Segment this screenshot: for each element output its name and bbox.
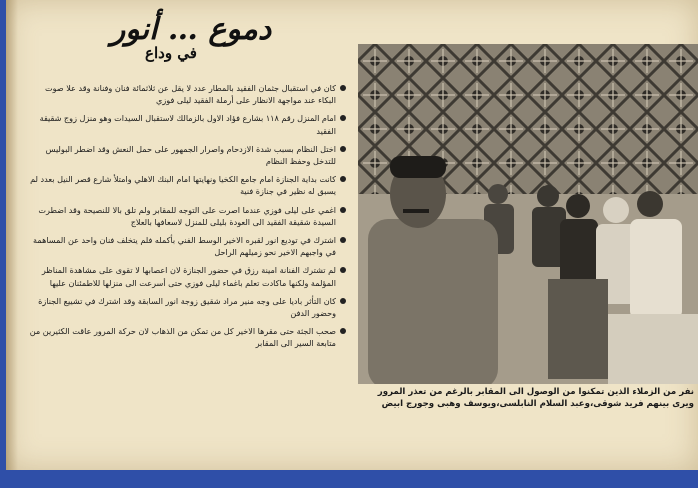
photo-illustration [358, 44, 698, 384]
page-edge-shadow [6, 0, 18, 470]
article-headline [46, 14, 336, 74]
foreground-legs [608, 314, 698, 384]
bullet-icon [340, 85, 346, 91]
bullet-icon [340, 328, 346, 334]
funeral-photo [358, 44, 698, 384]
article-paragraph: كان في استقبال جثمان الفقيد بالمطار عدد لا يقل عن ثلاثمائة فنان وفنانة وقد علا صوت البكاء عند مواجهة الانظار على أرملة الفقيد ليلى فوزي [28, 82, 346, 106]
bullet-icon [340, 267, 346, 273]
photo-caption: نفر من الزملاء الذين تمكنوا من الوصول الى المقابر بالرغم من تعذر المرور ويرى بينهم فريد شوقى،وعبد السلام النابلسى،ويوسف وهبى وجورج ابيض [377, 387, 694, 409]
article-paragraph: امام المنزل رقم ١١٨ بشارع فؤاد الاول بالزمالك لاستقبال السيدات وهو منزل زوج شقيقة الفقيد [28, 112, 346, 136]
headline-sub: في وداع [145, 44, 197, 62]
article-paragraph: كان التأثر باديا على وجه منير مراد شقيق زوجة انور السابقة وقد اشترك في تشييع الجنازة وحضور الدفن [28, 295, 346, 319]
article-paragraph: كانت بداية الجنازة امام جامع الكخيا ونهايتها امام البنك الاهلي وامتلأ شارع قصر النيل بعدد لم يسبق له نظير في جنازة فنية [28, 173, 346, 197]
bullet-icon [340, 237, 346, 243]
article-paragraph: لم تشترك الفنانة امينة رزق في حضور الجنازة لان اعصابها لا تقوى على مشاهدة المناظر المؤلمة ولكنها ماكادت تعلم باغماء ليلى فوزي حتى أسرعت الى منزلها للاطمئنان عليها [28, 264, 346, 288]
article-paragraph: اشترك في توديع انور لقبره الاخير الوسط الفني بأكمله فلم يتخلف فنان واحد عن المساهمة في واجبهم الاخير نحو زميلهم الراحل [28, 234, 346, 258]
bullet-icon [340, 115, 346, 121]
bullet-icon [340, 207, 346, 213]
bullet-icon [340, 176, 346, 182]
magazine-page [6, 0, 698, 470]
foreground-legs [548, 279, 608, 379]
headline-main: دموع … أنور [110, 12, 272, 47]
article-paragraph: اختل النظام بسبب شدة الازدحام واصرار الجمهور على حمل النعش وقد اضطر البوليس للتدخل وحفظ النظام [28, 143, 346, 167]
article-paragraph: صحب الجثة حتى مقرها الاخير كل من تمكن من الذهاب لان حركة المرور عاقت الكثيرين من متابعة السير الى المقابر [28, 325, 346, 349]
bullet-icon [340, 146, 346, 152]
article-column [28, 82, 346, 452]
article-paragraph: اغمي على ليلى فوزي عندما اصرت على التوجه للمقابر ولم تلق بالا للنصيحة وقد اضطرت السيدة شقيقة الفقيد الى العودة بليلى للمنزل لاسعافها بالعلاج [28, 204, 346, 228]
bullet-icon [340, 298, 346, 304]
